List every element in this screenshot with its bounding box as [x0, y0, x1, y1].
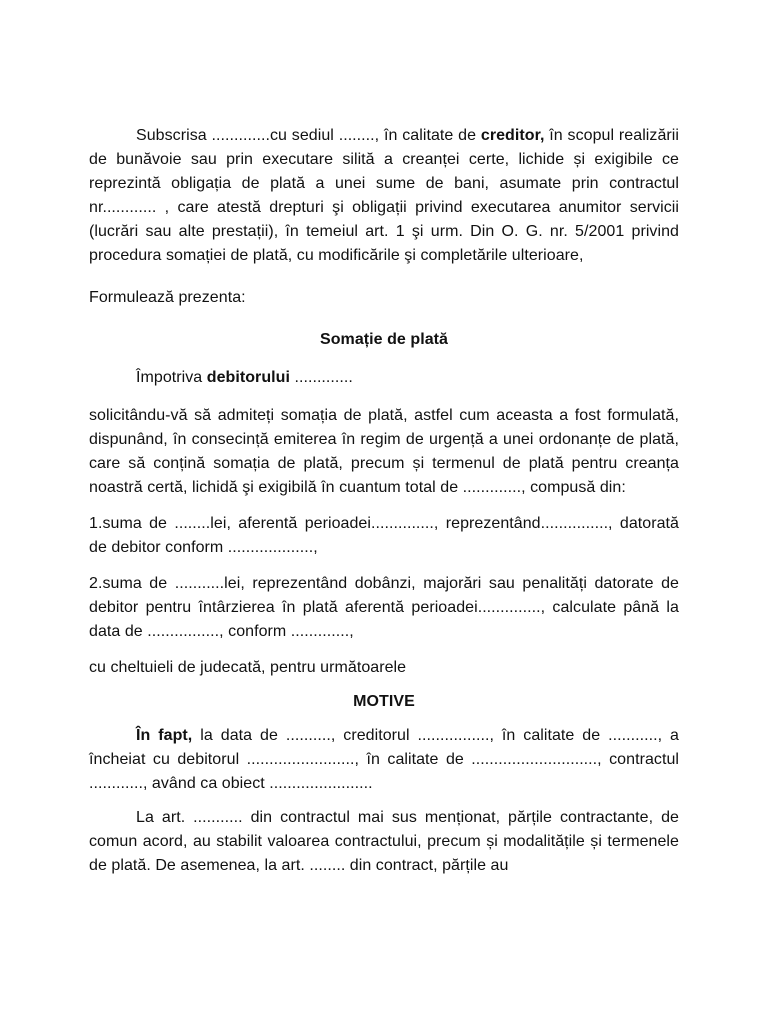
article-paragraph: La art. ........... din contractul mai sus menționat, părțile contractante, de comun acord, au stabilit valoarea contractului, precum și modalitățile și termenele de plată. De asemenea, la art. ........ din contract, părțile au — [89, 809, 679, 874]
debitor-bold: debitorului — [206, 369, 290, 386]
request-paragraph: solicitându-vă să admiteți somația de plată, astfel cum aceasta a fost formulată, dispunând, în consecință emiterea în regim de urgență a unei ordonanțe de plată, care să conțină somația de plată, precum și termenul de plată pentru creanța noastră certă, lichidă şi exigibilă în cuantum total de ............., compusă din: — [89, 407, 679, 496]
intro-text-1: Subscrisa .............cu sediul ........, în calitate de — [136, 127, 481, 144]
facts-paragraph — [89, 724, 679, 796]
sum-item-1: 1.suma de ........lei, aferentă perioadei.............., reprezentând..............., datorată de debitor conform ..................., — [89, 515, 679, 556]
formuleaza-line: Formulează prezenta: — [89, 289, 246, 306]
costs-line: cu cheltuieli de judecată, pentru următoarele — [89, 659, 407, 676]
sum-item-2: 2.suma de ...........lei, reprezentând dobânzi, majorări sau penalități datorate de debitor pentru întârzierea în plată aferentă perioadei.............., calculate până la data de ................, conform ............., — [89, 575, 679, 640]
creditor-bold: creditor, — [480, 127, 545, 144]
intro-paragraph — [89, 124, 679, 268]
somatie-title — [89, 328, 679, 352]
impotriva-line — [89, 366, 679, 390]
motive-heading-text: MOTIVE — [353, 693, 415, 710]
intro-text-2: în scopul realizării de bunăvoie sau prin executare silită a creanței certe, lichide și exigibile ce reprezintă obligația de plată a unei sume de bani, asumate prin contractul nr............ , care atestă drepturi şi obligații privind executarea anumitor servicii (lucrări sau alte prestații), în temeiul art. 1 şi urm. Din O. G. nr. 5/2001 privind procedura somației de plată, cu modificările şi completările ulterioare, — [89, 127, 679, 264]
impotriva-text-2: ............. — [289, 369, 353, 386]
impotriva-text-1: Împotriva — [136, 369, 207, 386]
motive-heading — [89, 690, 679, 714]
facts-text: la data de .........., creditorul ................, în calitate de ..........., a încheiat cu debitorul ........................, în calitate de ............................, contractul ............, având ca obiect ....................... — [89, 727, 679, 792]
somatie-title-text: Somație de plată — [320, 331, 448, 348]
in-fapt-bold: În fapt, — [136, 727, 193, 744]
